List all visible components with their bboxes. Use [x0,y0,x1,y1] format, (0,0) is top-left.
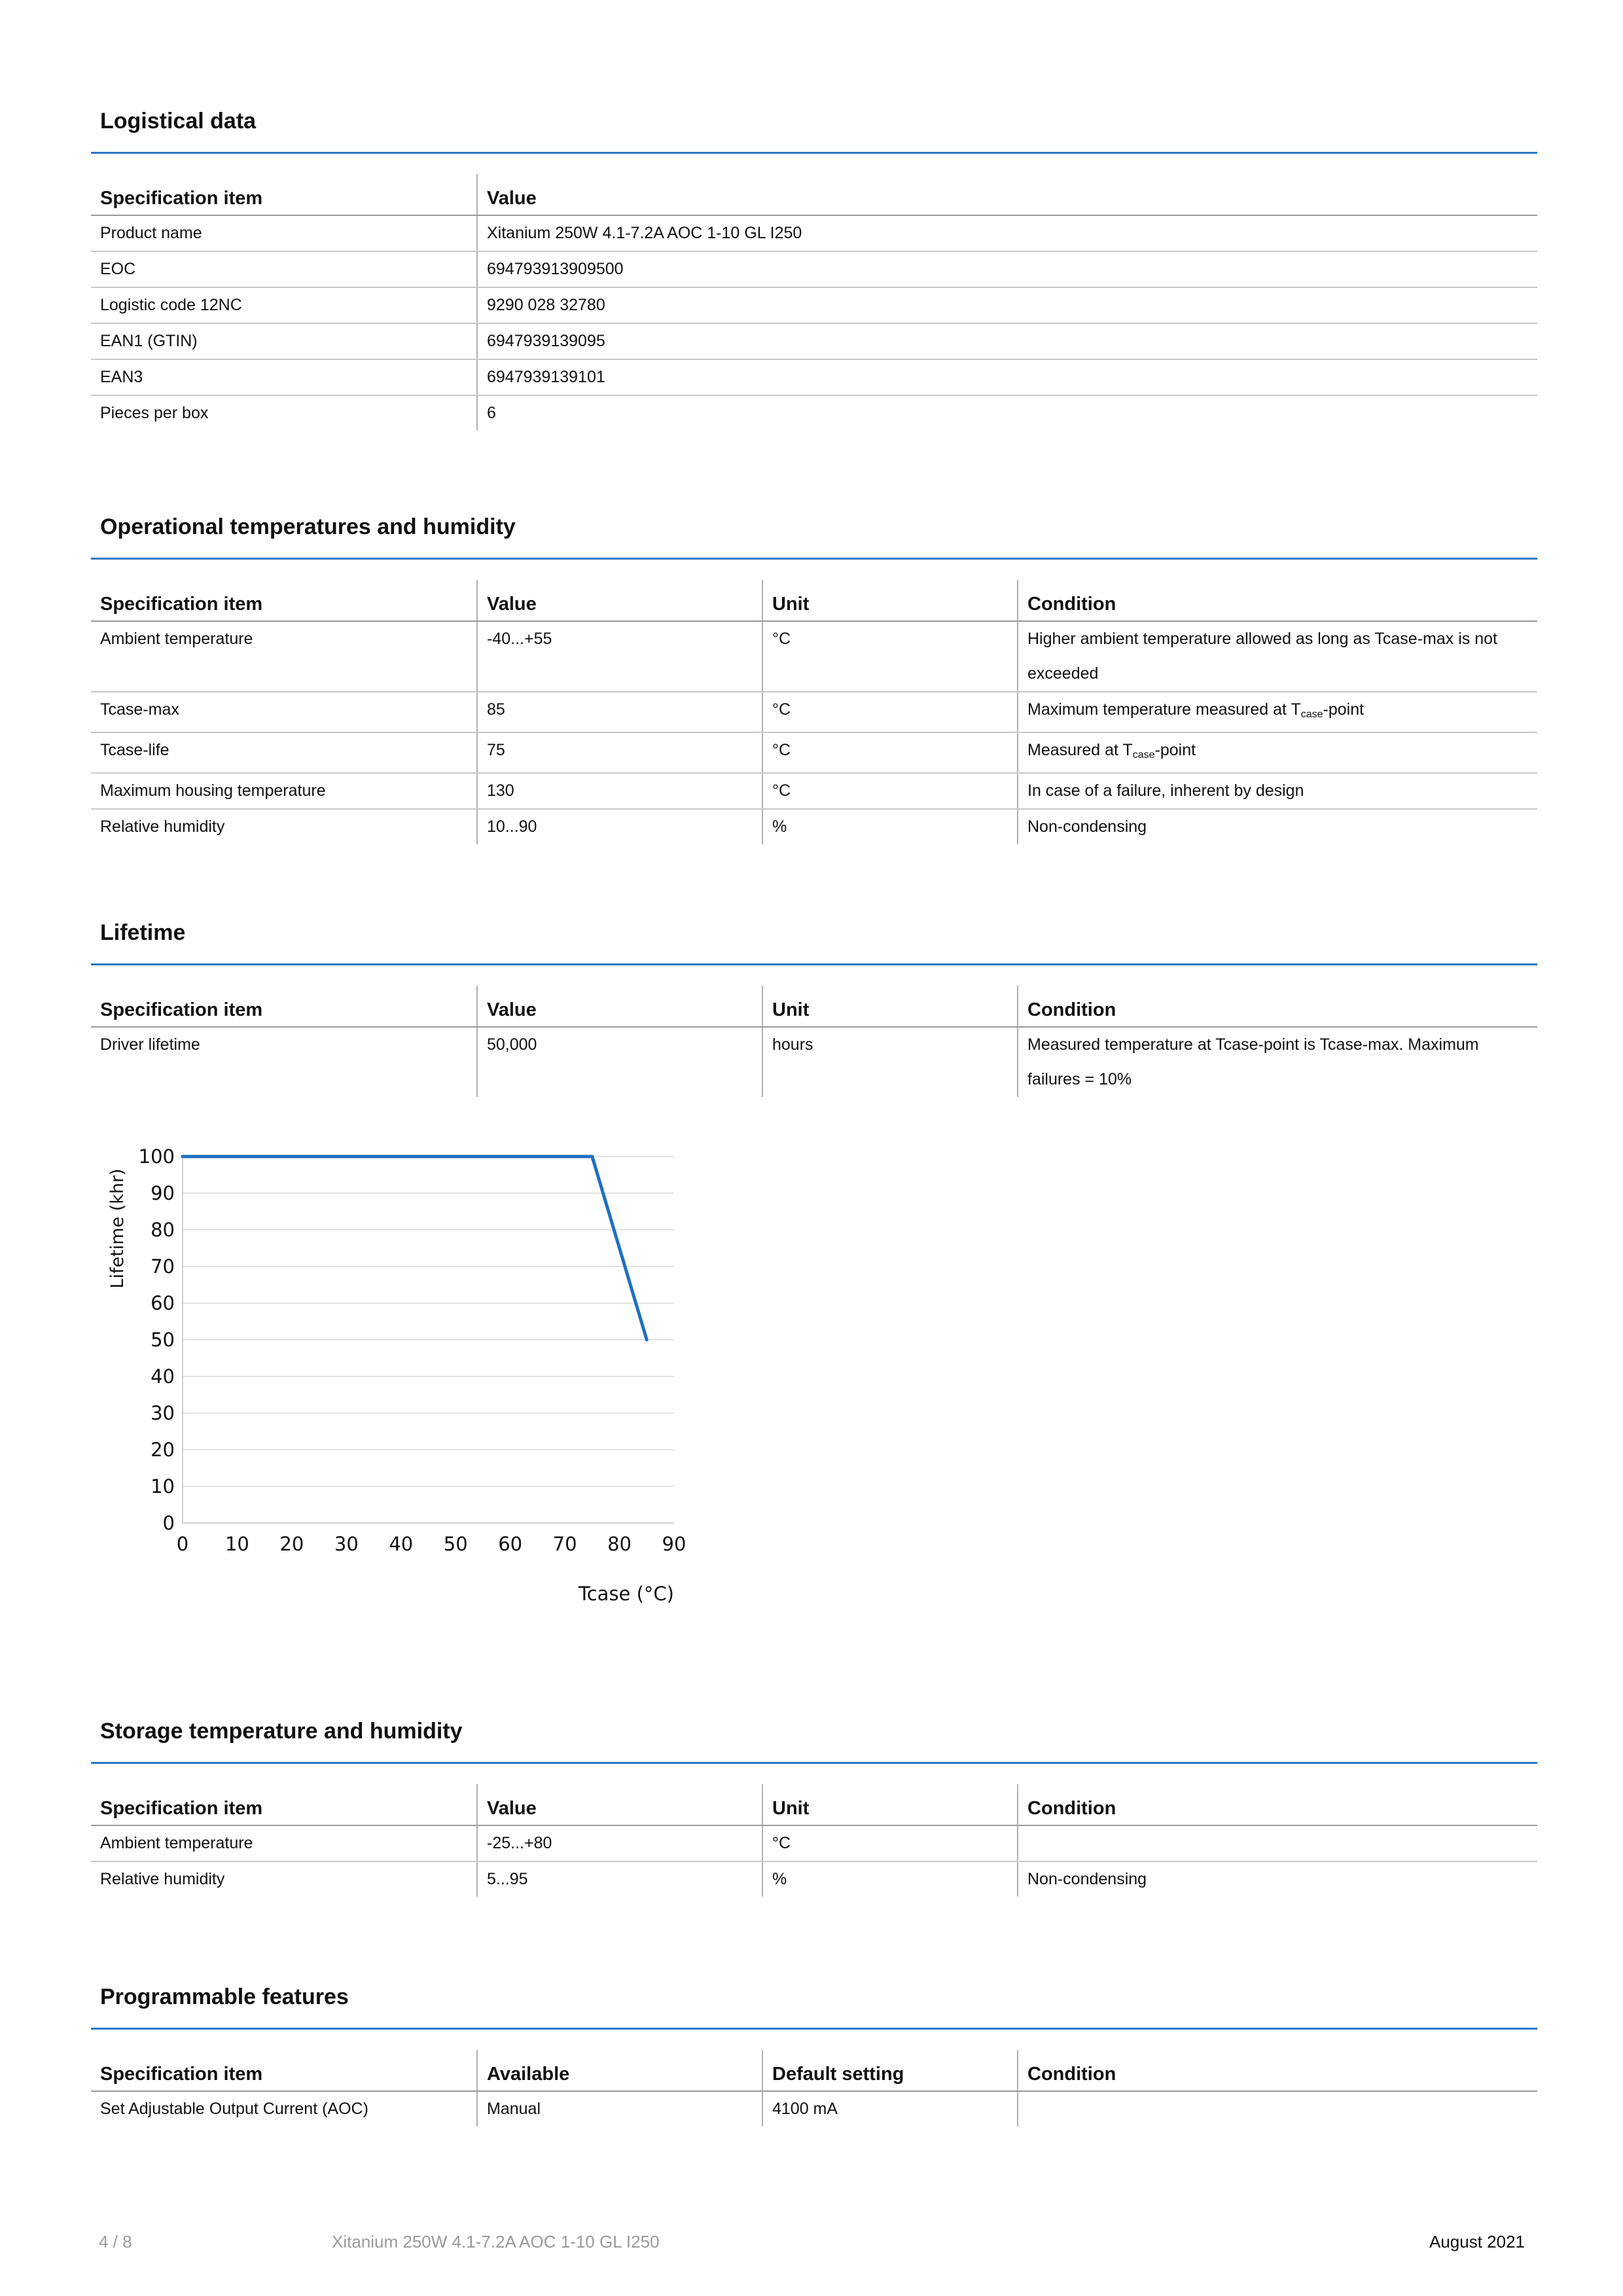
table-row [91,809,1537,844]
series-line [183,1157,647,1340]
y-tick-label: 40 [151,1365,175,1388]
cell: Relative humidity [100,1870,225,1888]
footer-page-number: 4 / 8 [99,2232,132,2251]
table-row [91,773,1537,809]
column-header: Specification item [91,2050,477,2091]
x-tick-label: 60 [498,1533,523,1555]
table-header-row [91,580,1537,621]
cell: Set Adjustable Output Current (AOC) [100,2100,368,2118]
table-row [91,287,1537,323]
table-header-row [91,986,1537,1027]
column-header: Condition [1018,2050,1537,2091]
table-row [91,323,1537,359]
cell: Relative humidity [100,817,225,836]
cell: Pieces per box [100,404,209,422]
x-tick-label: 80 [607,1533,632,1555]
column-header: Default setting [762,2050,1018,2091]
cell: Maximum housing temperature [91,773,477,809]
data-point [645,1338,649,1342]
table-row [91,359,1537,395]
cell [1018,732,1537,773]
y-axis-label: Lifetime (khr) [107,1168,128,1289]
column-header: Value [477,580,762,621]
column-header: Value [477,986,762,1027]
table-row [91,2091,1537,2126]
section-operational [91,511,1537,836]
cell: °C [762,621,1018,692]
section-title: Storage temperature and humidity [100,1719,463,1744]
column-header: Condition [1018,1784,1537,1825]
y-tick-label: 0 [162,1512,175,1534]
chart-svg [98,1139,700,1623]
cell: Measured temperature at Tcase-point is Tcase-max. Maximum failures = 10% [1018,1027,1537,1097]
point-suffix: -point [1323,700,1364,719]
x-axis-label: Tcase (°C) [578,1583,674,1605]
cell: EAN1 (GTIN) [91,323,477,359]
cell: 6947939139101 [477,359,1537,395]
y-tick-label: 50 [151,1329,175,1351]
cell: Xitanium 250W 4.1-7.2A AOC 1-10 GL I250 [477,215,1537,251]
cell: 85 [477,692,762,732]
cell: % [762,1861,1018,1897]
cell: 6947939139095 [477,323,1537,359]
condition-text: Measured at T [1027,741,1133,759]
storage-table [91,1784,1537,1897]
cell: % [762,809,1018,844]
section-title: Operational temperatures and humidity [100,514,516,539]
cell: Tcase-max [91,692,477,732]
x-tick-label: 30 [334,1533,359,1555]
table-row [91,1027,1537,1097]
column-header: Unit [762,580,1018,621]
column-header: Condition [1018,580,1537,621]
y-tick-label: 10 [151,1475,175,1498]
cell: Logistic code 12NC [91,287,477,323]
cell: 5...95 [477,1861,762,1897]
table-row [91,732,1537,773]
subscript: case [1132,749,1155,761]
section-logistical [91,105,1537,422]
column-header: Available [477,2050,762,2091]
cell [1018,1825,1537,1861]
cell: Ambient temperature [91,1825,477,1861]
section-title: Programmable features [100,1984,349,2009]
x-tick-label: 90 [662,1533,687,1555]
column-header: Value [477,1784,762,1825]
cell: 4100 mA [762,2091,1018,2126]
column-header: Unit [762,986,1018,1027]
logistical-table [91,174,1537,431]
cell: Product name [91,215,477,251]
y-tick-label: 80 [151,1219,175,1241]
cell [1018,692,1537,732]
column-header: Specification item [91,1784,477,1825]
table-header-row [91,174,1537,215]
cell: 50,000 [477,1027,762,1097]
footer-date: August 2021 [1429,2232,1525,2251]
cell: hours [762,1027,1018,1097]
column-header: Specification item [91,174,477,215]
lifetime-chart [98,1139,700,1623]
data-point [590,1155,594,1158]
section-rule [91,1762,1537,1764]
cell: -40...+55 [477,621,762,692]
table-row [91,251,1537,287]
table-row [91,692,1537,732]
data-point [181,1155,185,1158]
cell: -25...+80 [477,1825,762,1861]
section-rule [91,558,1537,560]
lifetime-table [91,986,1537,1097]
table-header-row [91,2050,1537,2091]
table-row [91,215,1537,251]
x-tick-label: 0 [176,1533,189,1555]
table-header-row [91,1784,1537,1825]
x-tick-label: 20 [279,1533,304,1555]
column-header: Specification item [91,580,477,621]
column-header: Condition [1018,986,1537,1027]
section-lifetime [91,916,1537,1088]
cell: Higher ambient temperature allowed as long as Tcase-max is not exceeded [1018,621,1537,692]
column-header: Specification item [91,986,477,1027]
table-row [91,395,1537,431]
section-rule [91,963,1537,965]
cell: In case of a failure, inherent by design [1018,773,1537,809]
table-row [91,1825,1537,1861]
section-rule [91,152,1537,154]
cell: 130 [477,773,762,809]
cell: 9290 028 32780 [477,287,1537,323]
cell: Ambient temperature [91,621,477,692]
cell: Driver lifetime [100,1035,200,1054]
x-tick-label: 70 [552,1533,577,1555]
y-tick-label: 60 [151,1292,175,1314]
cell: Tcase-life [91,732,477,773]
section-title: Logistical data [100,109,257,134]
cell: °C [762,1825,1018,1861]
cell: Non-condensing [1018,1861,1537,1897]
footer-product-name: Xitanium 250W 4.1-7.2A AOC 1-10 GL I250 [332,2232,660,2251]
subscript: case [1300,709,1323,720]
y-tick-label: 20 [151,1439,175,1461]
y-tick-label: 30 [151,1402,175,1424]
section-programmable [91,1981,1537,2118]
section-rule [91,2028,1537,2030]
y-tick-label: 70 [151,1255,175,1278]
cell: °C [762,773,1018,809]
column-header: Unit [762,1784,1018,1825]
section-title: Lifetime [100,920,186,945]
cell: °C [762,692,1018,732]
table-row [91,1861,1537,1897]
table-row [91,621,1537,692]
operational-table [91,580,1537,844]
cell: EAN3 [91,359,477,395]
cell: 10...90 [477,809,762,844]
cell: Non-condensing [1018,809,1537,844]
section-storage [91,1715,1537,1888]
cell: 75 [477,732,762,773]
cell: Manual [477,2091,762,2126]
y-tick-label: 100 [138,1145,175,1168]
x-tick-label: 40 [389,1533,414,1555]
cell: °C [762,732,1018,773]
cell: EOC [91,251,477,287]
cell: 6 [477,395,1537,431]
column-header: Value [477,174,1537,215]
x-tick-label: 50 [443,1533,468,1555]
y-tick-label: 90 [151,1182,175,1204]
x-tick-label: 10 [224,1533,249,1555]
point-suffix: -point [1154,741,1196,759]
cell [1018,2091,1537,2126]
cell: 694793913909500 [477,251,1537,287]
condition-text: Maximum temperature measured at T [1027,700,1301,719]
programmable-table [91,2050,1537,2126]
